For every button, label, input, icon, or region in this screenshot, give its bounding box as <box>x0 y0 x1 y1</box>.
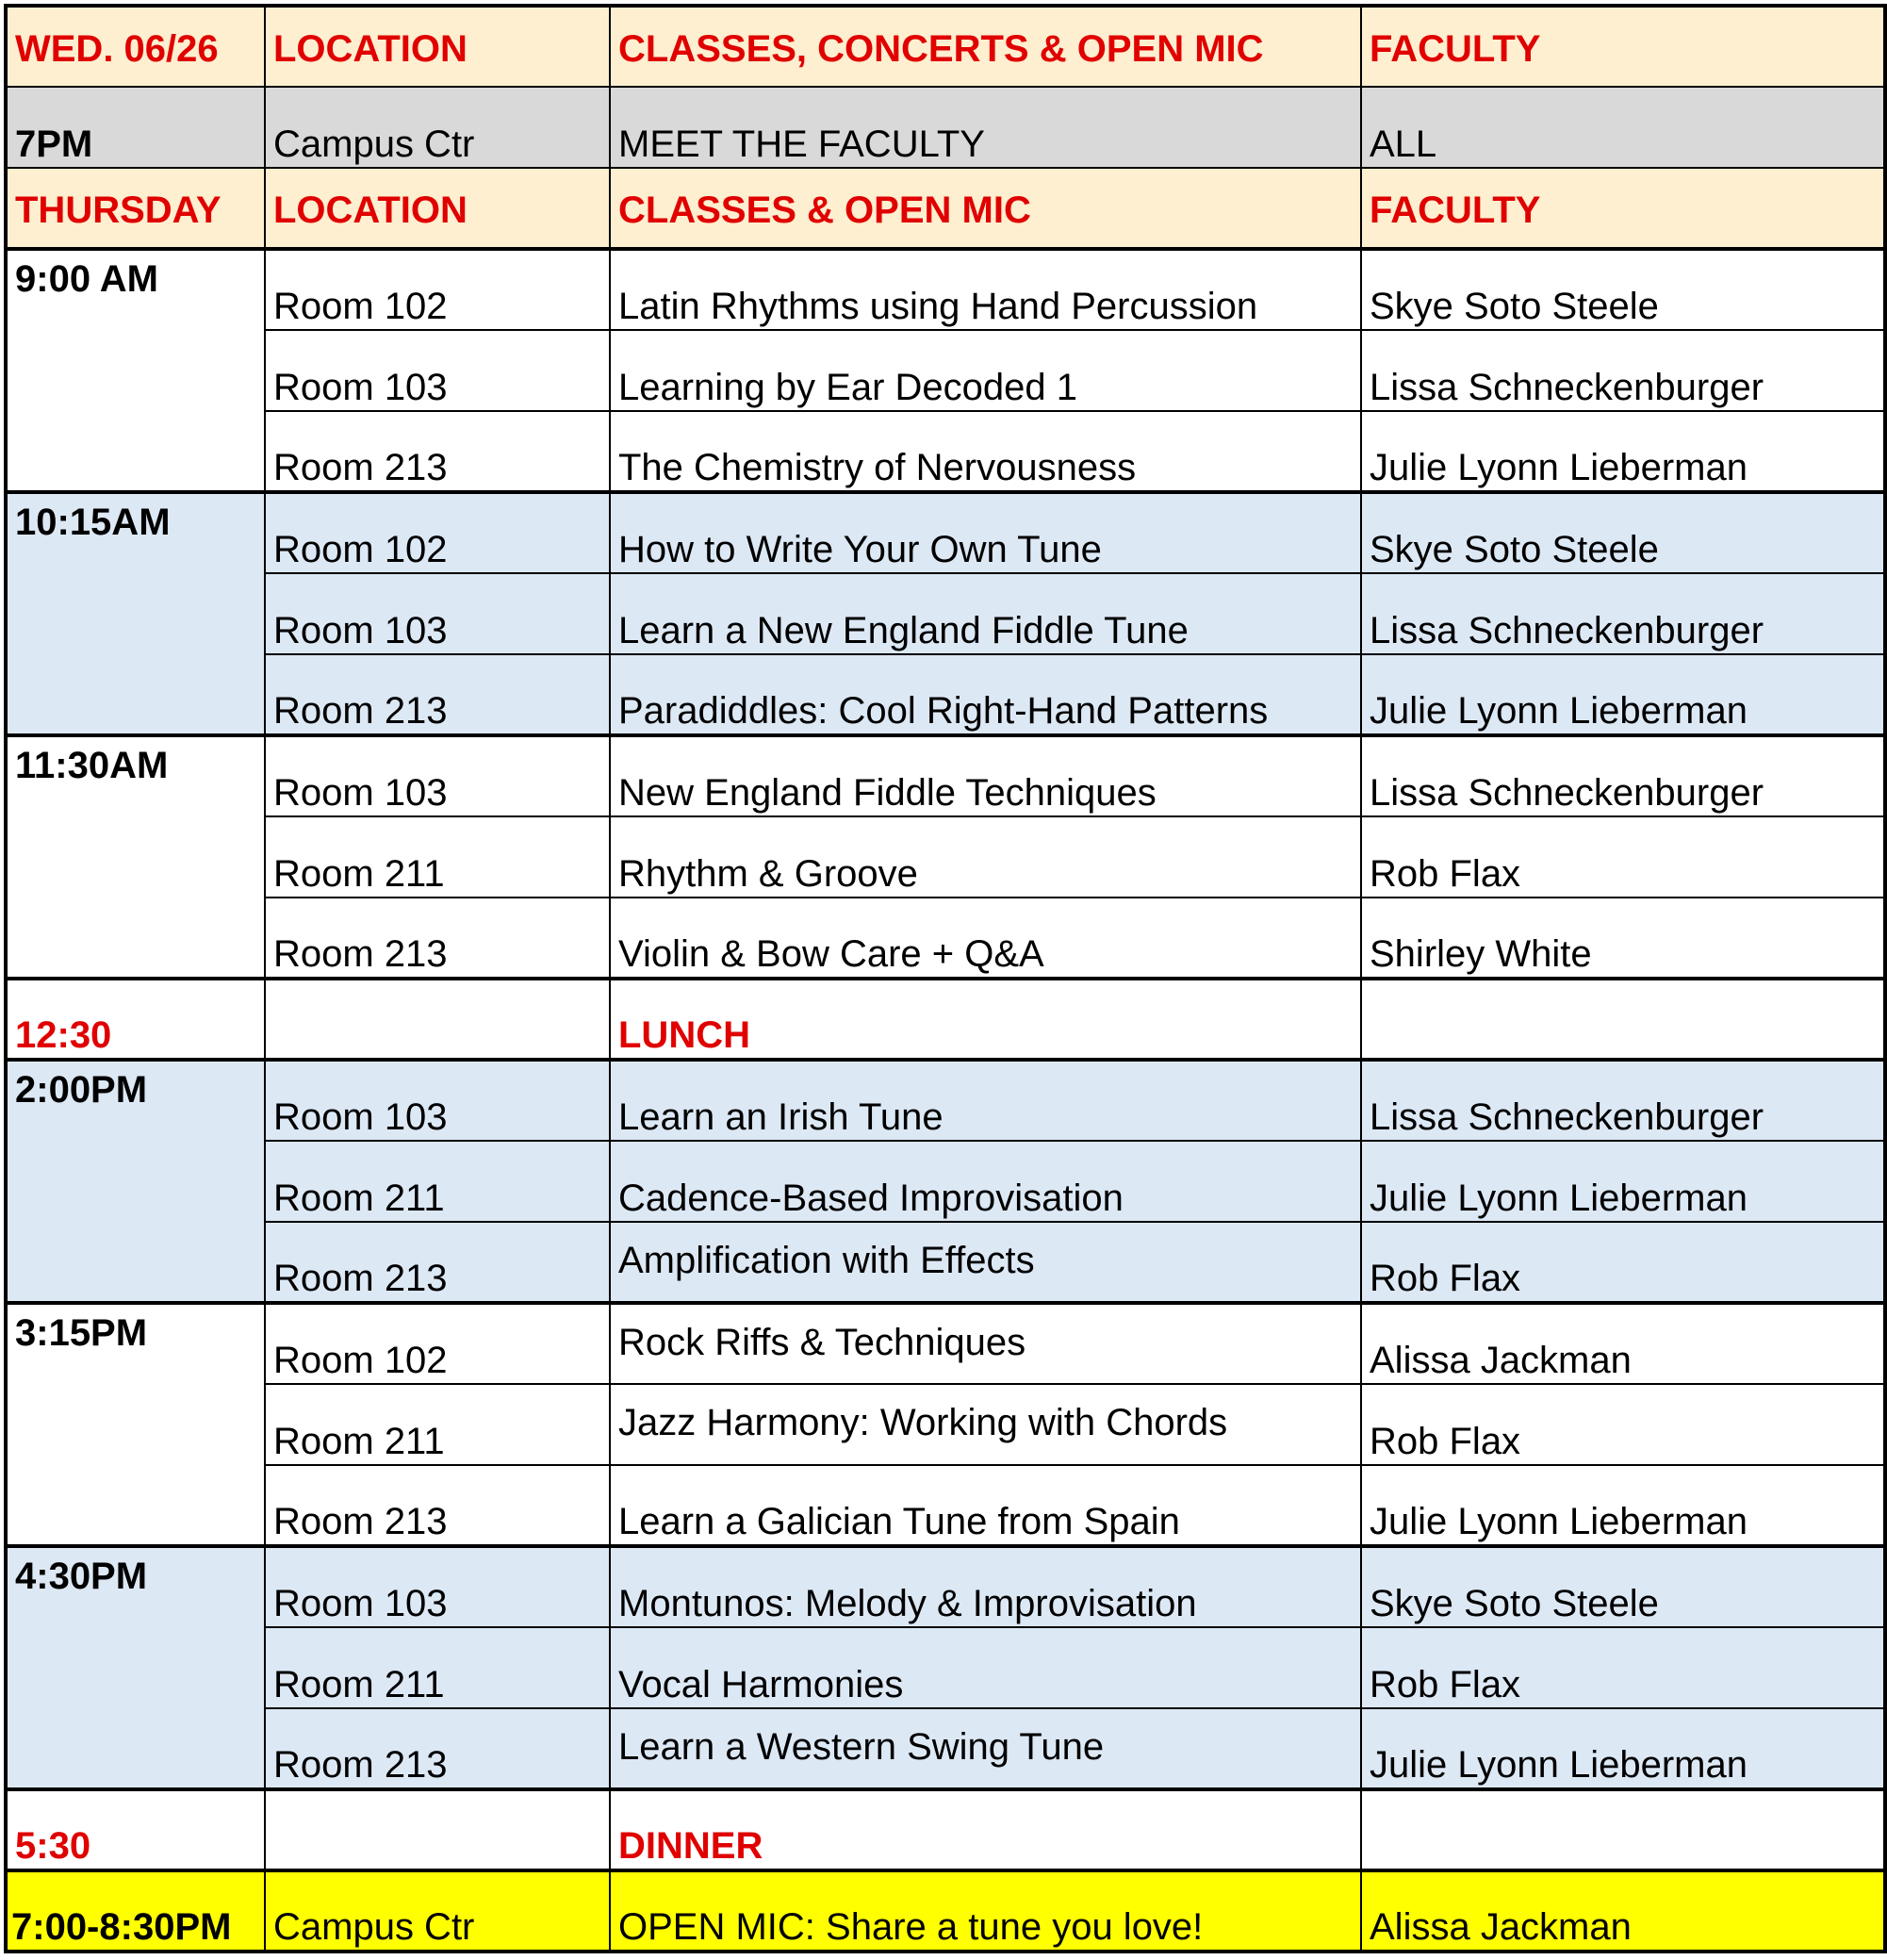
class-cell: How to Write Your Own Tune <box>610 492 1361 573</box>
faculty-cell: Julie Lyonn Lieberman <box>1361 411 1885 492</box>
faculty-cell: Rob Flax <box>1361 816 1885 898</box>
faculty-cell: Lissa Schneckenburger <box>1361 330 1885 411</box>
table-row <box>6 1222 1885 1303</box>
table-row <box>6 492 1885 573</box>
faculty-cell: Skye Soto Steele <box>1361 249 1885 330</box>
location-cell: Campus Ctr <box>265 87 610 168</box>
location-cell: Room 213 <box>265 654 610 735</box>
faculty-cell: Shirley White <box>1361 898 1885 979</box>
location-cell: Room 211 <box>265 1141 610 1222</box>
class-cell: Rock Riffs & Techniques <box>610 1303 1361 1384</box>
time-cell: 4:30PM <box>6 1546 265 1789</box>
time-cell: 9:00 AM <box>6 249 265 492</box>
time-cell: 11:30AM <box>6 735 265 979</box>
location-cell: Room 102 <box>265 249 610 330</box>
table-row <box>6 1708 1885 1789</box>
faculty-cell: Skye Soto Steele <box>1361 1546 1885 1627</box>
class-cell: Violin & Bow Care + Q&A <box>610 898 1361 979</box>
faculty-cell: Julie Lyonn Lieberman <box>1361 1708 1885 1789</box>
class-cell: Latin Rhythms using Hand Percussion <box>610 249 1361 330</box>
open-mic-row <box>6 1870 1885 1952</box>
location-cell: Room 103 <box>265 735 610 816</box>
location-cell: Room 213 <box>265 1465 610 1546</box>
faculty-cell: Rob Flax <box>1361 1384 1885 1465</box>
dinner-time: 5:30 <box>6 1789 265 1870</box>
lunch-label: LUNCH <box>610 979 1361 1060</box>
dinner-row <box>6 1789 1885 1870</box>
class-cell: Montunos: Melody & Improvisation <box>610 1546 1361 1627</box>
table-row <box>6 330 1885 411</box>
class-cell: Learn an Irish Tune <box>610 1060 1361 1141</box>
faculty-cell: Alissa Jackman <box>1361 1870 1885 1952</box>
table-row <box>6 898 1885 979</box>
time-cell: 10:15AM <box>6 492 265 735</box>
open-mic-time: 7:00-8:30PM <box>6 1870 265 1952</box>
location-cell: Room 213 <box>265 1222 610 1303</box>
table-row <box>6 411 1885 492</box>
faculty-cell: Lissa Schneckenburger <box>1361 1060 1885 1141</box>
location-cell: Room 102 <box>265 1303 610 1384</box>
dinner-label: DINNER <box>610 1789 1361 1870</box>
class-cell: Learn a Galician Tune from Spain <box>610 1465 1361 1546</box>
faculty-cell: Lissa Schneckenburger <box>1361 735 1885 816</box>
faculty-cell: Julie Lyonn Lieberman <box>1361 1141 1885 1222</box>
day-header: THURSDAY <box>6 168 265 249</box>
location-cell: Room 103 <box>265 573 610 654</box>
class-cell: Cadence-Based Improvisation <box>610 1141 1361 1222</box>
location-cell <box>265 979 610 1060</box>
class-cell: The Chemistry of Nervousness <box>610 411 1361 492</box>
location-header: LOCATION <box>265 168 610 249</box>
class-cell: Learn a Western Swing Tune <box>610 1708 1361 1789</box>
class-cell: Paradiddles: Cool Right-Hand Patterns <box>610 654 1361 735</box>
class-cell: Learning by Ear Decoded 1 <box>610 330 1361 411</box>
class-cell: Vocal Harmonies <box>610 1627 1361 1708</box>
location-cell: Campus Ctr <box>265 1870 610 1952</box>
lunch-time: 12:30 <box>6 979 265 1060</box>
classes-header: CLASSES & OPEN MIC <box>610 168 1361 249</box>
day-header: WED. 06/26 <box>6 6 265 87</box>
faculty-cell: Alissa Jackman <box>1361 1303 1885 1384</box>
location-header: LOCATION <box>265 6 610 87</box>
faculty-cell <box>1361 979 1885 1060</box>
location-cell: Room 103 <box>265 1546 610 1627</box>
table-row <box>6 1141 1885 1222</box>
time-cell: 7PM <box>6 87 265 168</box>
location-cell: Room 103 <box>265 1060 610 1141</box>
location-cell: Room 213 <box>265 1708 610 1789</box>
faculty-cell: Julie Lyonn Lieberman <box>1361 1465 1885 1546</box>
table-row <box>6 1627 1885 1708</box>
table-row <box>6 816 1885 898</box>
location-cell: Room 213 <box>265 411 610 492</box>
faculty-header: FACULTY <box>1361 6 1885 87</box>
class-cell: Jazz Harmony: Working with Chords <box>610 1384 1361 1465</box>
location-cell <box>265 1789 610 1870</box>
faculty-cell: Lissa Schneckenburger <box>1361 573 1885 654</box>
classes-header: CLASSES, CONCERTS & OPEN MIC <box>610 6 1361 87</box>
lunch-row <box>6 979 1885 1060</box>
location-cell: Room 211 <box>265 1384 610 1465</box>
time-cell: 2:00PM <box>6 1060 265 1303</box>
table-row <box>6 1465 1885 1546</box>
faculty-cell: ALL <box>1361 87 1885 168</box>
location-cell: Room 211 <box>265 816 610 898</box>
faculty-cell: Rob Flax <box>1361 1222 1885 1303</box>
location-cell: Room 211 <box>265 1627 610 1708</box>
faculty-cell <box>1361 1789 1885 1870</box>
faculty-cell: Julie Lyonn Lieberman <box>1361 654 1885 735</box>
table-row <box>6 573 1885 654</box>
table-row <box>6 1384 1885 1465</box>
class-cell: New England Fiddle Techniques <box>610 735 1361 816</box>
class-cell: OPEN MIC: Share a tune you love! <box>610 1870 1361 1952</box>
class-cell: MEET THE FACULTY <box>610 87 1361 168</box>
class-cell: Learn a New England Fiddle Tune <box>610 573 1361 654</box>
location-cell: Room 213 <box>265 898 610 979</box>
table-row <box>6 654 1885 735</box>
class-cell: Rhythm & Groove <box>610 816 1361 898</box>
faculty-cell: Rob Flax <box>1361 1627 1885 1708</box>
table-row <box>6 1060 1885 1141</box>
table-row <box>6 735 1885 816</box>
faculty-header: FACULTY <box>1361 168 1885 249</box>
class-cell: Amplification with Effects <box>610 1222 1361 1303</box>
wednesday-header-row <box>6 6 1885 87</box>
time-cell: 3:15PM <box>6 1303 265 1546</box>
table-row <box>6 1546 1885 1627</box>
schedule-table <box>4 4 1887 1953</box>
location-cell: Room 102 <box>265 492 610 573</box>
table-row <box>6 87 1885 168</box>
location-cell: Room 103 <box>265 330 610 411</box>
thursday-header-row <box>6 168 1885 249</box>
table-row <box>6 249 1885 330</box>
faculty-cell: Skye Soto Steele <box>1361 492 1885 573</box>
table-row <box>6 1303 1885 1384</box>
